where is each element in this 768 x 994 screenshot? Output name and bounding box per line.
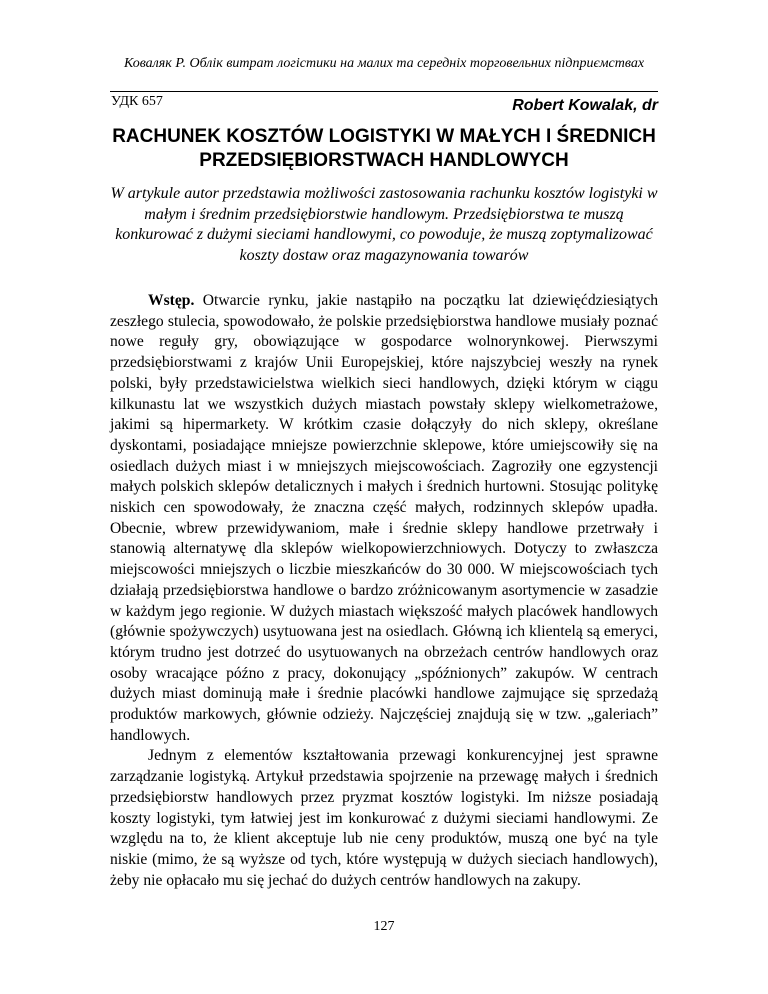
udk-code: УДК 657	[111, 94, 163, 109]
paragraph-1-text: Otwarcie rynku, jakie nastąpiło na początku lat dziewięćdziesiątych zeszłego stulecia, spowodowało, że polskie przedsiębiorstwa handlowe musiały poznać nowe reguły gry, obowiązujące w gospodarce wolnorynkowej. Pierwszymi przedsiębiorstwami z krajów Unii Europejskiej, które najszybciej weszły na rynek polski, były przedstawicielstwa wielkich sieci handlowych, dzięki którym w ciągu kilkunastu lat we wszystkich dużych miastach powstały sklepy wielkometrażowe, jakimi są hipermarkety. W krótkim czasie dołączyły do nich sklepy, określane dyskontami, posiadające mniejsze powierzchnie sklepowe, które umiejscowiły się na osiedlach dużych miast i w mniejszych miejscowościach. Zagroziły one egzystencji małych polskich sklepów detalicznych i małych i średnich hurtowni. Stosując politykę niskich cen spowodowały, że znaczna część małych, rodzinnych sklepów upadła. Obecnie, wbrew przewidywaniom, małe i średnie sklepy handlowe przetrwały i stanowią alternatywę dla sklepów wielkopowierzchniowych. Dotyczy to zwłaszcza miejscowości mniejszych o liczbie mieszkańców do 30 000. W miejscowościach tych działają przedsiębiorstwa handlowe o bardzo zróżnicowanym asortymencie w zasadzie w każdym jego regionie. W dużych miastach większość małych placówek handlowych (głównie spożywczych) usytuowana jest na osiedlach. Główną ich klientelą są emeryci, którym trudno jest dotrzeć do usytuowanych na obrzeżach centrów handlowych oraz osoby wracające późno z pracy, dokonujący „spóźnionych” zakupów. W centrach dużych miast dominują małe i średnie placówki handlowe zajmujące się sprzedażą produktów markowych, głównie odzieży. Najczęściej znajdują się w tzw. „galeriach” handlowych.	[110, 292, 658, 744]
body-paragraph-1	[110, 291, 658, 746]
author-name: Robert Kowalak, dr	[512, 97, 658, 114]
page-number: 127	[373, 919, 395, 934]
header-rule	[110, 91, 658, 92]
running-head: Коваляк Р. Облік витрат логістики на малих та середніх торговельних підприємствах	[123, 56, 645, 71]
body-paragraph-2: Jednym z elementów kształtowania przewagi konkurencyjnej jest sprawne zarządzanie logistyką. Artykuł przedstawia spojrzenie na przewagę małych i średnich przedsiębiorstw handlowych przez pryzmat kosztów logistyki. Im niższe posiadają koszty logistyki, tym łatwiej jest im konkurować z dużymi sieciami handlowymi. Ze względu na to, że klient akceptuje lub nie ceny produktów, muszą one być na tyle niskie (mimo, że są wyższe od tych, które występują w dużych sieciach handlowych), żeby nie opłacało mu się jechać do dużych centrów handlowych na zakupy.	[110, 747, 658, 889]
intro-label: Wstęp.	[148, 292, 195, 309]
article-title: RACHUNEK KOSZTÓW LOGISTYKI W MAŁYCH I ŚREDNICH PRZEDSIĘBIORSTWACH HANDLOWYCH	[112, 126, 656, 171]
article-abstract: W artykule autor przedstawia możliwości zastosowania rachunku kosztów logistyki w małym i średnim przedsiębiorstwie handlowym. Przedsiębiorstwa te muszą konkurować z dużymi sieciami handlowymi, co powoduje, że muszą zoptymalizować koszty dostaw oraz magazynowania towarów	[110, 185, 658, 264]
article-body	[110, 291, 658, 891]
